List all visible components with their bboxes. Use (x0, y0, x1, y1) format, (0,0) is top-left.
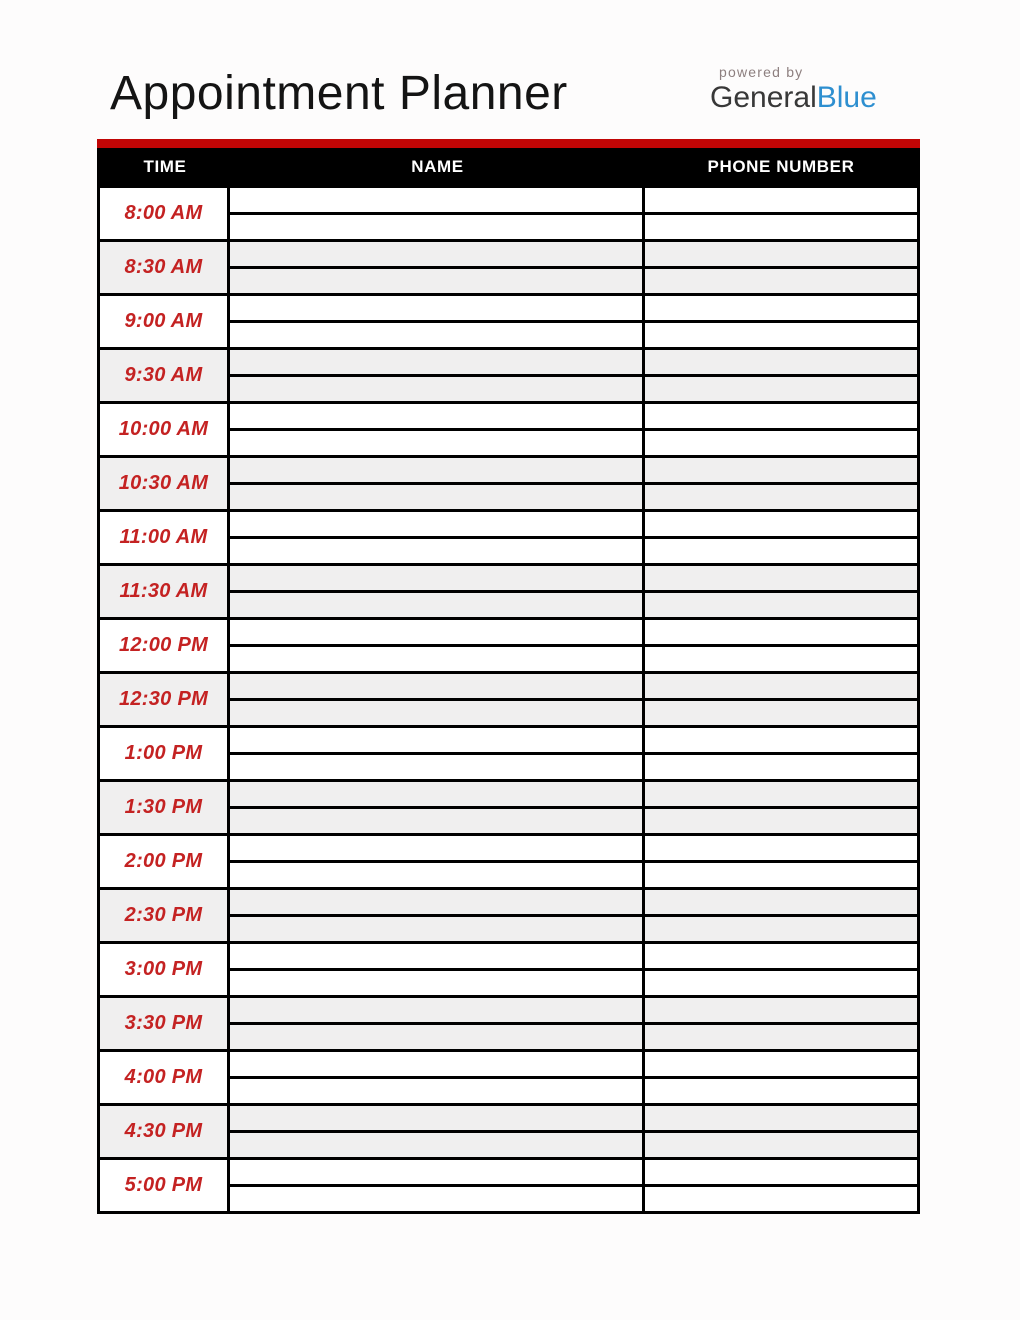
time-slot-label: 1:00 PM (100, 728, 230, 779)
phone-entry-line (645, 890, 917, 917)
phone-entry-line (645, 269, 917, 293)
phone-entry-line (645, 1133, 917, 1157)
phone-entry-cell (645, 728, 917, 779)
phone-entry-cell (645, 998, 917, 1049)
phone-entry-cell (645, 1106, 917, 1157)
name-entry-cell (230, 404, 645, 455)
time-slot-row-11-30-am (100, 563, 917, 617)
name-entry-line (230, 836, 642, 863)
phone-entry-line (645, 566, 917, 593)
name-entry-line (230, 485, 642, 509)
phone-entry-line (645, 512, 917, 539)
phone-entry-line (645, 323, 917, 347)
name-entry-line (230, 269, 642, 293)
name-entry-cell (230, 188, 645, 239)
phone-entry-cell (645, 242, 917, 293)
phone-entry-line (645, 485, 917, 509)
page-title: Appointment Planner (110, 67, 568, 120)
name-entry-cell (230, 1160, 645, 1211)
phone-entry-cell (645, 836, 917, 887)
time-slot-label: 4:00 PM (100, 1052, 230, 1103)
table-header-row (100, 148, 917, 185)
name-entry-line (230, 863, 642, 887)
phone-entry-line (645, 1025, 917, 1049)
phone-entry-cell (645, 674, 917, 725)
phone-entry-cell (645, 350, 917, 401)
time-slot-label: 9:00 AM (100, 296, 230, 347)
phone-entry-line (645, 404, 917, 431)
phone-entry-cell (645, 782, 917, 833)
phone-entry-cell (645, 1160, 917, 1211)
time-slot-row-10-30-am (100, 455, 917, 509)
phone-entry-cell (645, 620, 917, 671)
time-slot-label: 2:30 PM (100, 890, 230, 941)
name-entry-cell (230, 458, 645, 509)
name-entry-line (230, 215, 642, 239)
time-slot-label: 5:00 PM (100, 1160, 230, 1211)
phone-entry-line (645, 674, 917, 701)
name-entry-line (230, 1133, 642, 1157)
time-slot-label: 8:30 AM (100, 242, 230, 293)
phone-entry-cell (645, 944, 917, 995)
time-slot-row-8-00-am (100, 185, 917, 239)
name-entry-cell (230, 890, 645, 941)
name-entry-line (230, 593, 642, 617)
phone-entry-cell (645, 458, 917, 509)
time-slot-row-3-00-pm (100, 941, 917, 995)
name-entry-line (230, 971, 642, 995)
name-entry-cell (230, 674, 645, 725)
red-accent-bar (97, 139, 920, 148)
name-entry-line (230, 242, 642, 269)
name-entry-line (230, 674, 642, 701)
name-entry-line (230, 566, 642, 593)
phone-entry-cell (645, 1052, 917, 1103)
name-entry-line (230, 431, 642, 455)
time-slot-row-2-30-pm (100, 887, 917, 941)
phone-entry-cell (645, 512, 917, 563)
name-entry-line (230, 539, 642, 563)
phone-entry-line (645, 620, 917, 647)
phone-entry-line (645, 1079, 917, 1103)
name-entry-line (230, 512, 642, 539)
time-slot-label: 9:30 AM (100, 350, 230, 401)
time-slot-row-5-00-pm (100, 1157, 917, 1211)
name-entry-line (230, 917, 642, 941)
phone-entry-line (645, 728, 917, 755)
name-entry-cell (230, 566, 645, 617)
time-slot-row-9-00-am (100, 293, 917, 347)
phone-entry-cell (645, 296, 917, 347)
name-entry-cell (230, 1106, 645, 1157)
name-entry-cell (230, 512, 645, 563)
time-slot-label: 10:00 AM (100, 404, 230, 455)
time-slot-row-3-30-pm (100, 995, 917, 1049)
phone-entry-line (645, 701, 917, 725)
phone-entry-line (645, 755, 917, 779)
name-entry-cell (230, 728, 645, 779)
time-slot-row-12-30-pm (100, 671, 917, 725)
name-entry-cell (230, 296, 645, 347)
phone-entry-line (645, 971, 917, 995)
phone-entry-line (645, 539, 917, 563)
phone-entry-line (645, 1052, 917, 1079)
name-entry-line (230, 1052, 642, 1079)
phone-entry-line (645, 593, 917, 617)
name-entry-cell (230, 836, 645, 887)
phone-entry-line (645, 1187, 917, 1211)
name-entry-line (230, 188, 642, 215)
time-slot-row-4-30-pm (100, 1103, 917, 1157)
name-entry-line (230, 701, 642, 725)
time-slot-label: 12:30 PM (100, 674, 230, 725)
phone-entry-line (645, 863, 917, 887)
phone-entry-line (645, 377, 917, 401)
column-header-time: TIME (143, 156, 187, 176)
time-slot-label: 10:30 AM (100, 458, 230, 509)
time-slot-row-12-00-pm (100, 617, 917, 671)
name-entry-cell (230, 998, 645, 1049)
name-entry-line (230, 1025, 642, 1049)
phone-entry-cell (645, 566, 917, 617)
name-entry-line (230, 1187, 642, 1211)
general-blue-logo (710, 64, 877, 114)
name-entry-line (230, 620, 642, 647)
name-entry-cell (230, 350, 645, 401)
time-slot-row-10-00-am (100, 401, 917, 455)
phone-entry-line (645, 809, 917, 833)
appointment-table (97, 148, 920, 1214)
time-slot-row-2-00-pm (100, 833, 917, 887)
name-entry-line (230, 782, 642, 809)
column-header-phone: PHONE NUMBER (707, 156, 855, 176)
time-slot-label: 11:00 AM (100, 512, 230, 563)
time-slot-row-1-30-pm (100, 779, 917, 833)
phone-entry-line (645, 1160, 917, 1187)
phone-entry-cell (645, 404, 917, 455)
name-entry-line (230, 404, 642, 431)
phone-entry-line (645, 917, 917, 941)
time-slot-row-4-00-pm (100, 1049, 917, 1103)
phone-entry-line (645, 458, 917, 485)
name-entry-cell (230, 620, 645, 671)
name-entry-cell (230, 782, 645, 833)
name-entry-line (230, 377, 642, 401)
name-entry-line (230, 728, 642, 755)
column-header-name: NAME (411, 156, 464, 176)
phone-entry-line (645, 836, 917, 863)
name-entry-cell (230, 1052, 645, 1103)
name-entry-line (230, 647, 642, 671)
name-entry-line (230, 296, 642, 323)
time-slot-label: 3:00 PM (100, 944, 230, 995)
phone-entry-line (645, 944, 917, 971)
time-slot-row-9-30-am (100, 347, 917, 401)
phone-entry-line (645, 647, 917, 671)
time-slot-label: 3:30 PM (100, 998, 230, 1049)
name-entry-line (230, 1079, 642, 1103)
name-entry-line (230, 998, 642, 1025)
time-slot-label: 4:30 PM (100, 1106, 230, 1157)
name-entry-line (230, 944, 642, 971)
name-entry-line (230, 755, 642, 779)
phone-entry-line (645, 188, 917, 215)
phone-entry-line (645, 215, 917, 239)
time-slot-row-11-00-am (100, 509, 917, 563)
phone-entry-line (645, 296, 917, 323)
name-entry-line (230, 809, 642, 833)
phone-entry-line (645, 782, 917, 809)
phone-entry-cell (645, 188, 917, 239)
time-slot-row-1-00-pm (100, 725, 917, 779)
phone-entry-line (645, 998, 917, 1025)
name-entry-line (230, 458, 642, 485)
name-entry-line (230, 350, 642, 377)
time-slot-label: 8:00 AM (100, 188, 230, 239)
powered-by-text: powered by (719, 64, 804, 80)
brand-wordmark (710, 81, 877, 114)
name-entry-line (230, 1160, 642, 1187)
name-entry-line (230, 890, 642, 917)
name-entry-line (230, 1106, 642, 1133)
phone-entry-line (645, 242, 917, 269)
name-entry-cell (230, 944, 645, 995)
phone-entry-line (645, 350, 917, 377)
phone-entry-line (645, 431, 917, 455)
time-slot-label: 12:00 PM (100, 620, 230, 671)
time-slot-label: 2:00 PM (100, 836, 230, 887)
time-slot-row-8-30-am (100, 239, 917, 293)
phone-entry-line (645, 1106, 917, 1133)
name-entry-line (230, 323, 642, 347)
brand-general-text: General (710, 81, 817, 114)
time-slot-label: 1:30 PM (100, 782, 230, 833)
name-entry-cell (230, 242, 645, 293)
time-slot-label: 11:30 AM (100, 566, 230, 617)
brand-blue-text: Blue (816, 81, 877, 114)
phone-entry-cell (645, 890, 917, 941)
